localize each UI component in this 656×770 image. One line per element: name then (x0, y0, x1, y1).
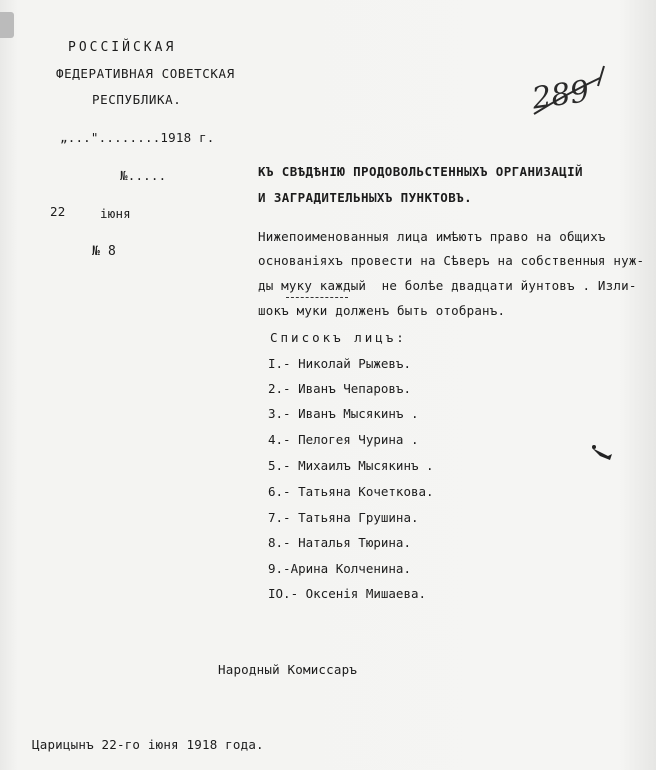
list-item: 6.- Татьяна Кочеткова. (268, 484, 434, 499)
date-line: „..."........1918 г. (60, 130, 215, 145)
body-line-3: ды муку каждый не болѣе двадцати йунтовъ . Изли- (258, 278, 637, 293)
list-heading: Списокъ лицъ: (270, 330, 407, 345)
list-item: 4.- Пелогея Чурина . (268, 432, 419, 447)
registry-number-text: 289 (529, 73, 592, 117)
underline-mark (286, 297, 348, 298)
list-item: 3.- Иванъ Мысякинъ . (268, 406, 419, 421)
list-item: IO.- Оксенія Мишаева. (268, 586, 427, 601)
number-line: №..... (120, 168, 167, 183)
list-item: 8.- Наталья Тюрина. (268, 535, 411, 550)
list-item: 9.-Арина Колченина. (268, 561, 411, 576)
list-item: 2.- Иванъ Чепаровъ. (268, 381, 411, 396)
footer-place-date: Царицынъ 22-го іюня 1918 года. (32, 737, 264, 752)
header-line-3: РЕСПУБЛИКА. (92, 92, 182, 107)
date-day: 22 (50, 204, 66, 219)
list-item: I.- Николай Рыжевъ. (268, 356, 411, 371)
date-month: іюня (100, 206, 131, 221)
ink-blot-mark (590, 444, 614, 462)
header-line-2: ФЕДЕРАТИВНАЯ СОВЕТСКАЯ (56, 66, 235, 81)
title-line-1: КЪ СВѢДѢНІЮ ПРОДОВОЛЬСТЕННЫХЪ ОРГАНИЗАЦІЙ (258, 164, 583, 179)
body-line-1: Нижепоименованныя лица имѣютъ право на общихъ (258, 229, 606, 244)
body-line-4: шокъ муки долженъ быть отобранъ. (258, 303, 506, 318)
document-number: № 8 (92, 244, 117, 259)
handwritten-registry-number (526, 64, 606, 124)
list-item: 5.- Михаилъ Мысякинъ . (268, 458, 434, 473)
title-line-2: И ЗАГРАДИТЕЛЬНЫХЪ ПУНКТОВЪ. (258, 190, 472, 205)
header-line-1: РОССІЙСКАЯ (68, 40, 177, 55)
page-tab-mark (0, 12, 14, 38)
body-line-2: основаніяхъ провести на Сѣверъ на собственныя нуж- (258, 253, 645, 268)
list-item: 7.- Татьяна Грушина. (268, 510, 419, 525)
signature-title: Народный Комиссаръ (218, 662, 358, 677)
